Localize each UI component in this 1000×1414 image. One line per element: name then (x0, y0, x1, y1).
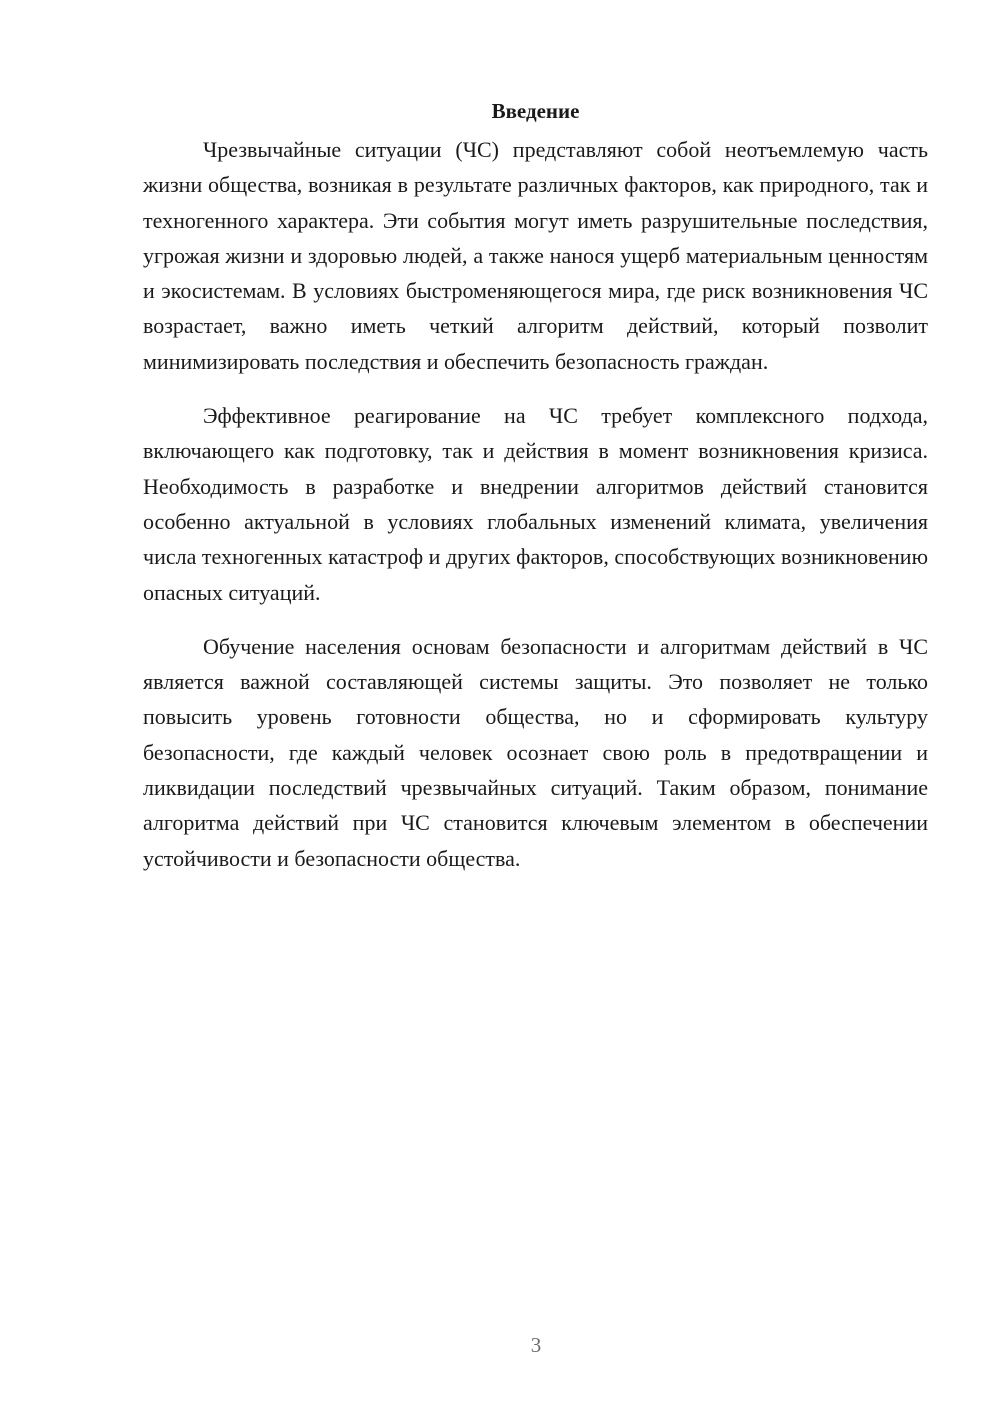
section-title: Введение (491, 99, 580, 123)
paragraph-2: Эффективное реагирование на ЧС требует комплексного подхода, включающего как подготовку, так и действия в момент возникновения кризиса. Необходимость в разработке и внедрении алгоритмов действий становится особенно актуальной в условиях глобальных изменений климата, увеличения числа техногенных катастроф и других факторов, способствующих возникновению опасных ситуаций. (143, 403, 928, 605)
paragraph-3: Обучение населения основам безопасности и алгоритмам действий в ЧС является важной составляющей системы защиты. Это позволяет не только повысить уровень готовности общества, но и сформировать культуру безопасности, где каждый человек осознает свою роль в предотвращении и ликвидации последствий чрезвычайных ситуаций. Таким образом, понимание алгоритма действий при ЧС становится ключевым элементом в обеспечении устойчивости и безопасности общества. (143, 633, 928, 871)
document-body (143, 96, 928, 895)
paragraph-1: Чрезвычайные ситуации (ЧС) представляют собой неотъемлемую часть жизни общества, возникая в результате различных факторов, как природного, так и техногенного характера. Эти события могут иметь разрушительные последствия, угрожая жизни и здоровью людей, а также нанося ущерб материальным ценностям и экосистемам. В условиях быстроменяющегося мира, где риск возникновения ЧС возрастает, важно иметь четкий алгоритм действий, который позволит минимизировать последствия и обеспечить безопасность граждан. (143, 137, 928, 374)
page-number: 3 (530, 1333, 542, 1357)
